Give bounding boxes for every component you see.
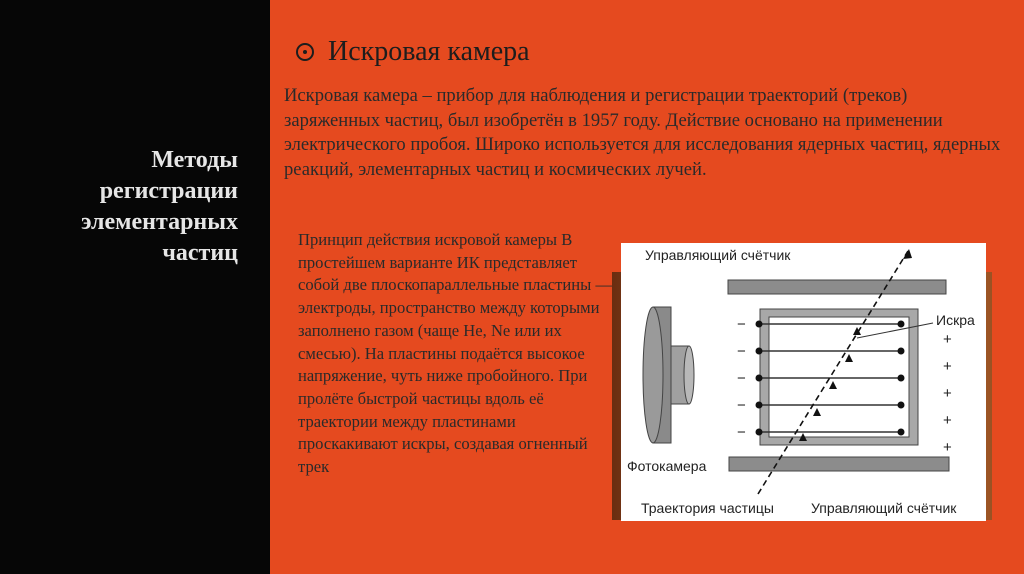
- label-spark: Искра: [936, 312, 975, 328]
- chamber-interior: [769, 317, 909, 437]
- circle-dot-icon: [296, 43, 314, 61]
- svg-text:+: +: [943, 412, 952, 429]
- camera-lens-icon: [643, 307, 694, 443]
- top-counter-plate: [728, 280, 946, 294]
- svg-text:−: −: [737, 370, 746, 387]
- svg-text:+: +: [943, 358, 952, 375]
- slide-title: [296, 34, 530, 70]
- minus-signs: [737, 316, 746, 441]
- section-title-line: Методы: [151, 147, 238, 173]
- label-top-counter: Управляющий счётчик: [645, 247, 791, 263]
- svg-text:+: +: [943, 439, 952, 456]
- trajectory-arrowhead-icon: [903, 249, 912, 259]
- svg-text:−: −: [737, 343, 746, 360]
- section-title: [8, 145, 238, 269]
- svg-text:−: −: [737, 397, 746, 414]
- plus-signs: [943, 331, 952, 456]
- svg-text:−: −: [737, 424, 746, 441]
- left-panel: [0, 0, 270, 574]
- section-title-line: частиц: [162, 240, 238, 266]
- intro-paragraph: Искровая камера – прибор для наблюдения и регистрации траекторий (треков) заряженных частиц, был изобретён в 1957 году. Действие основано на применении электрического пробоя. Широко используется для исследования ядерных частиц, ядерных реакций, элементарных частиц и космических лучей.: [284, 85, 1001, 180]
- slide-title-text: Искровая камера: [328, 36, 530, 67]
- diagram-svg: [621, 243, 986, 521]
- label-trajectory: Траектория частицы: [641, 500, 774, 516]
- section-title-line: элементарных: [81, 209, 238, 235]
- principle-paragraph: Принцип действия искровой камеры В простейшем варианте ИК представляет собой две плоскопараллельные пластины — электроды, пространство между которыми заполнено газом (чаще He, Ne или их смесью). На пластины подаётся высокое напряжение, чуть ниже пробойного. При пролёте быстрой частицы вдоль её траектории между пластинами проскакивают искры, создавая огненный трек: [298, 230, 613, 477]
- label-camera: Фотокамера: [627, 458, 707, 474]
- svg-text:−: −: [737, 316, 746, 333]
- svg-text:+: +: [943, 331, 952, 348]
- section-title-line: регистрации: [99, 178, 238, 204]
- spark-chamber-diagram: [621, 243, 986, 521]
- label-bottom-counter: Управляющий счётчик: [811, 500, 957, 516]
- bottom-counter-plate: [729, 457, 949, 471]
- svg-text:+: +: [943, 385, 952, 402]
